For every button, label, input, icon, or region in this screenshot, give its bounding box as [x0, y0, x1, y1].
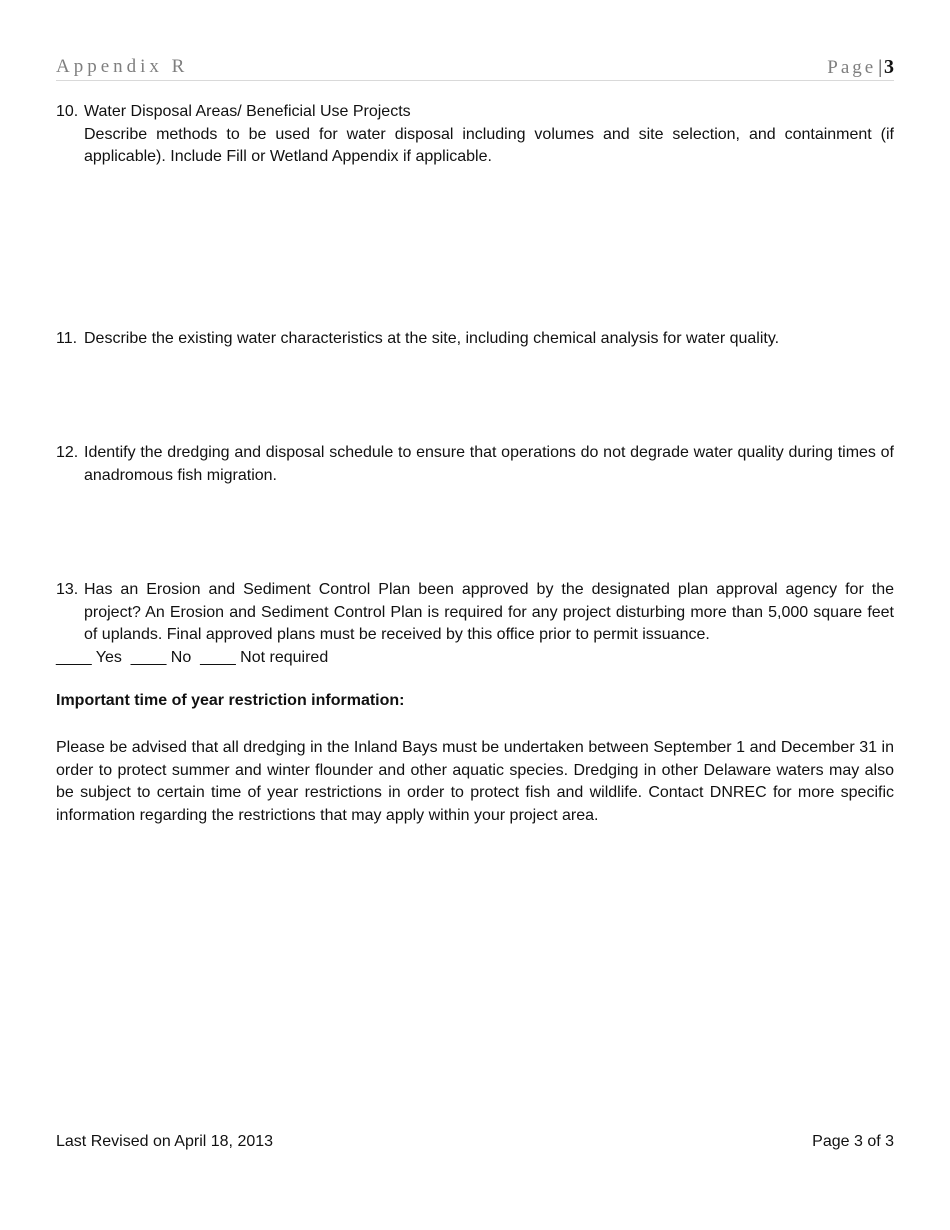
page-header [56, 52, 894, 81]
erosion-plan-choices: ____ Yes ____ No ____ Not required [56, 649, 329, 666]
question-number: 13. [56, 581, 79, 598]
restriction-paragraph: Please be advised that all dredging in the Inland Bays must be undertaken between September 1 and December 31 in order to protect summer and winter flounder and other aquatic species. Dredging in other Delaware waters may also be subject to certain time of year restrictions in order to protect fish and wildlife. Contact DNREC for more specific information regarding the restrictions that may apply within your project area. [56, 739, 894, 825]
question-13 [56, 579, 894, 647]
header-page-indicator [827, 56, 894, 79]
question-number: 12. [56, 444, 79, 461]
question-text: Describe methods to be used for water disposal including volumes and site selection, and containment (if applicable). Include Fill or Wetland Appendix if applicable. [84, 125, 894, 166]
appendix-title: Appendix R [56, 56, 189, 77]
question-text: Describe the existing water characteristics at the site, including chemical analysis for water quality. [84, 330, 780, 347]
page-separator: | [878, 57, 882, 78]
page-label: Page [827, 57, 877, 78]
question-text: Identify the dredging and disposal schedule to ensure that operations do not degrade water quality during times of anadromous fish migration. [84, 444, 894, 484]
question-number: 11. [56, 330, 78, 347]
question-text: Has an Erosion and Sediment Control Plan been approved by the designated plan approval agency for the project? An Erosion and Sediment Control Plan is required for any project disturbing more than 5,000 square feet of uplands. Final approved plans must be received by this office prior to permit issuance. [84, 581, 894, 644]
page-number: 3 [884, 56, 894, 78]
question-11 [56, 328, 894, 351]
footer-page-count: Page 3 of 3 [812, 1133, 894, 1150]
question-title: Water Disposal Areas/ Beneficial Use Projects [84, 103, 411, 120]
question-12 [56, 442, 894, 487]
question-number: 10. [56, 103, 79, 120]
last-revised: Last Revised on April 18, 2013 [56, 1133, 274, 1150]
question-10 [56, 101, 894, 169]
restriction-heading: Important time of year restriction information: [56, 692, 405, 709]
